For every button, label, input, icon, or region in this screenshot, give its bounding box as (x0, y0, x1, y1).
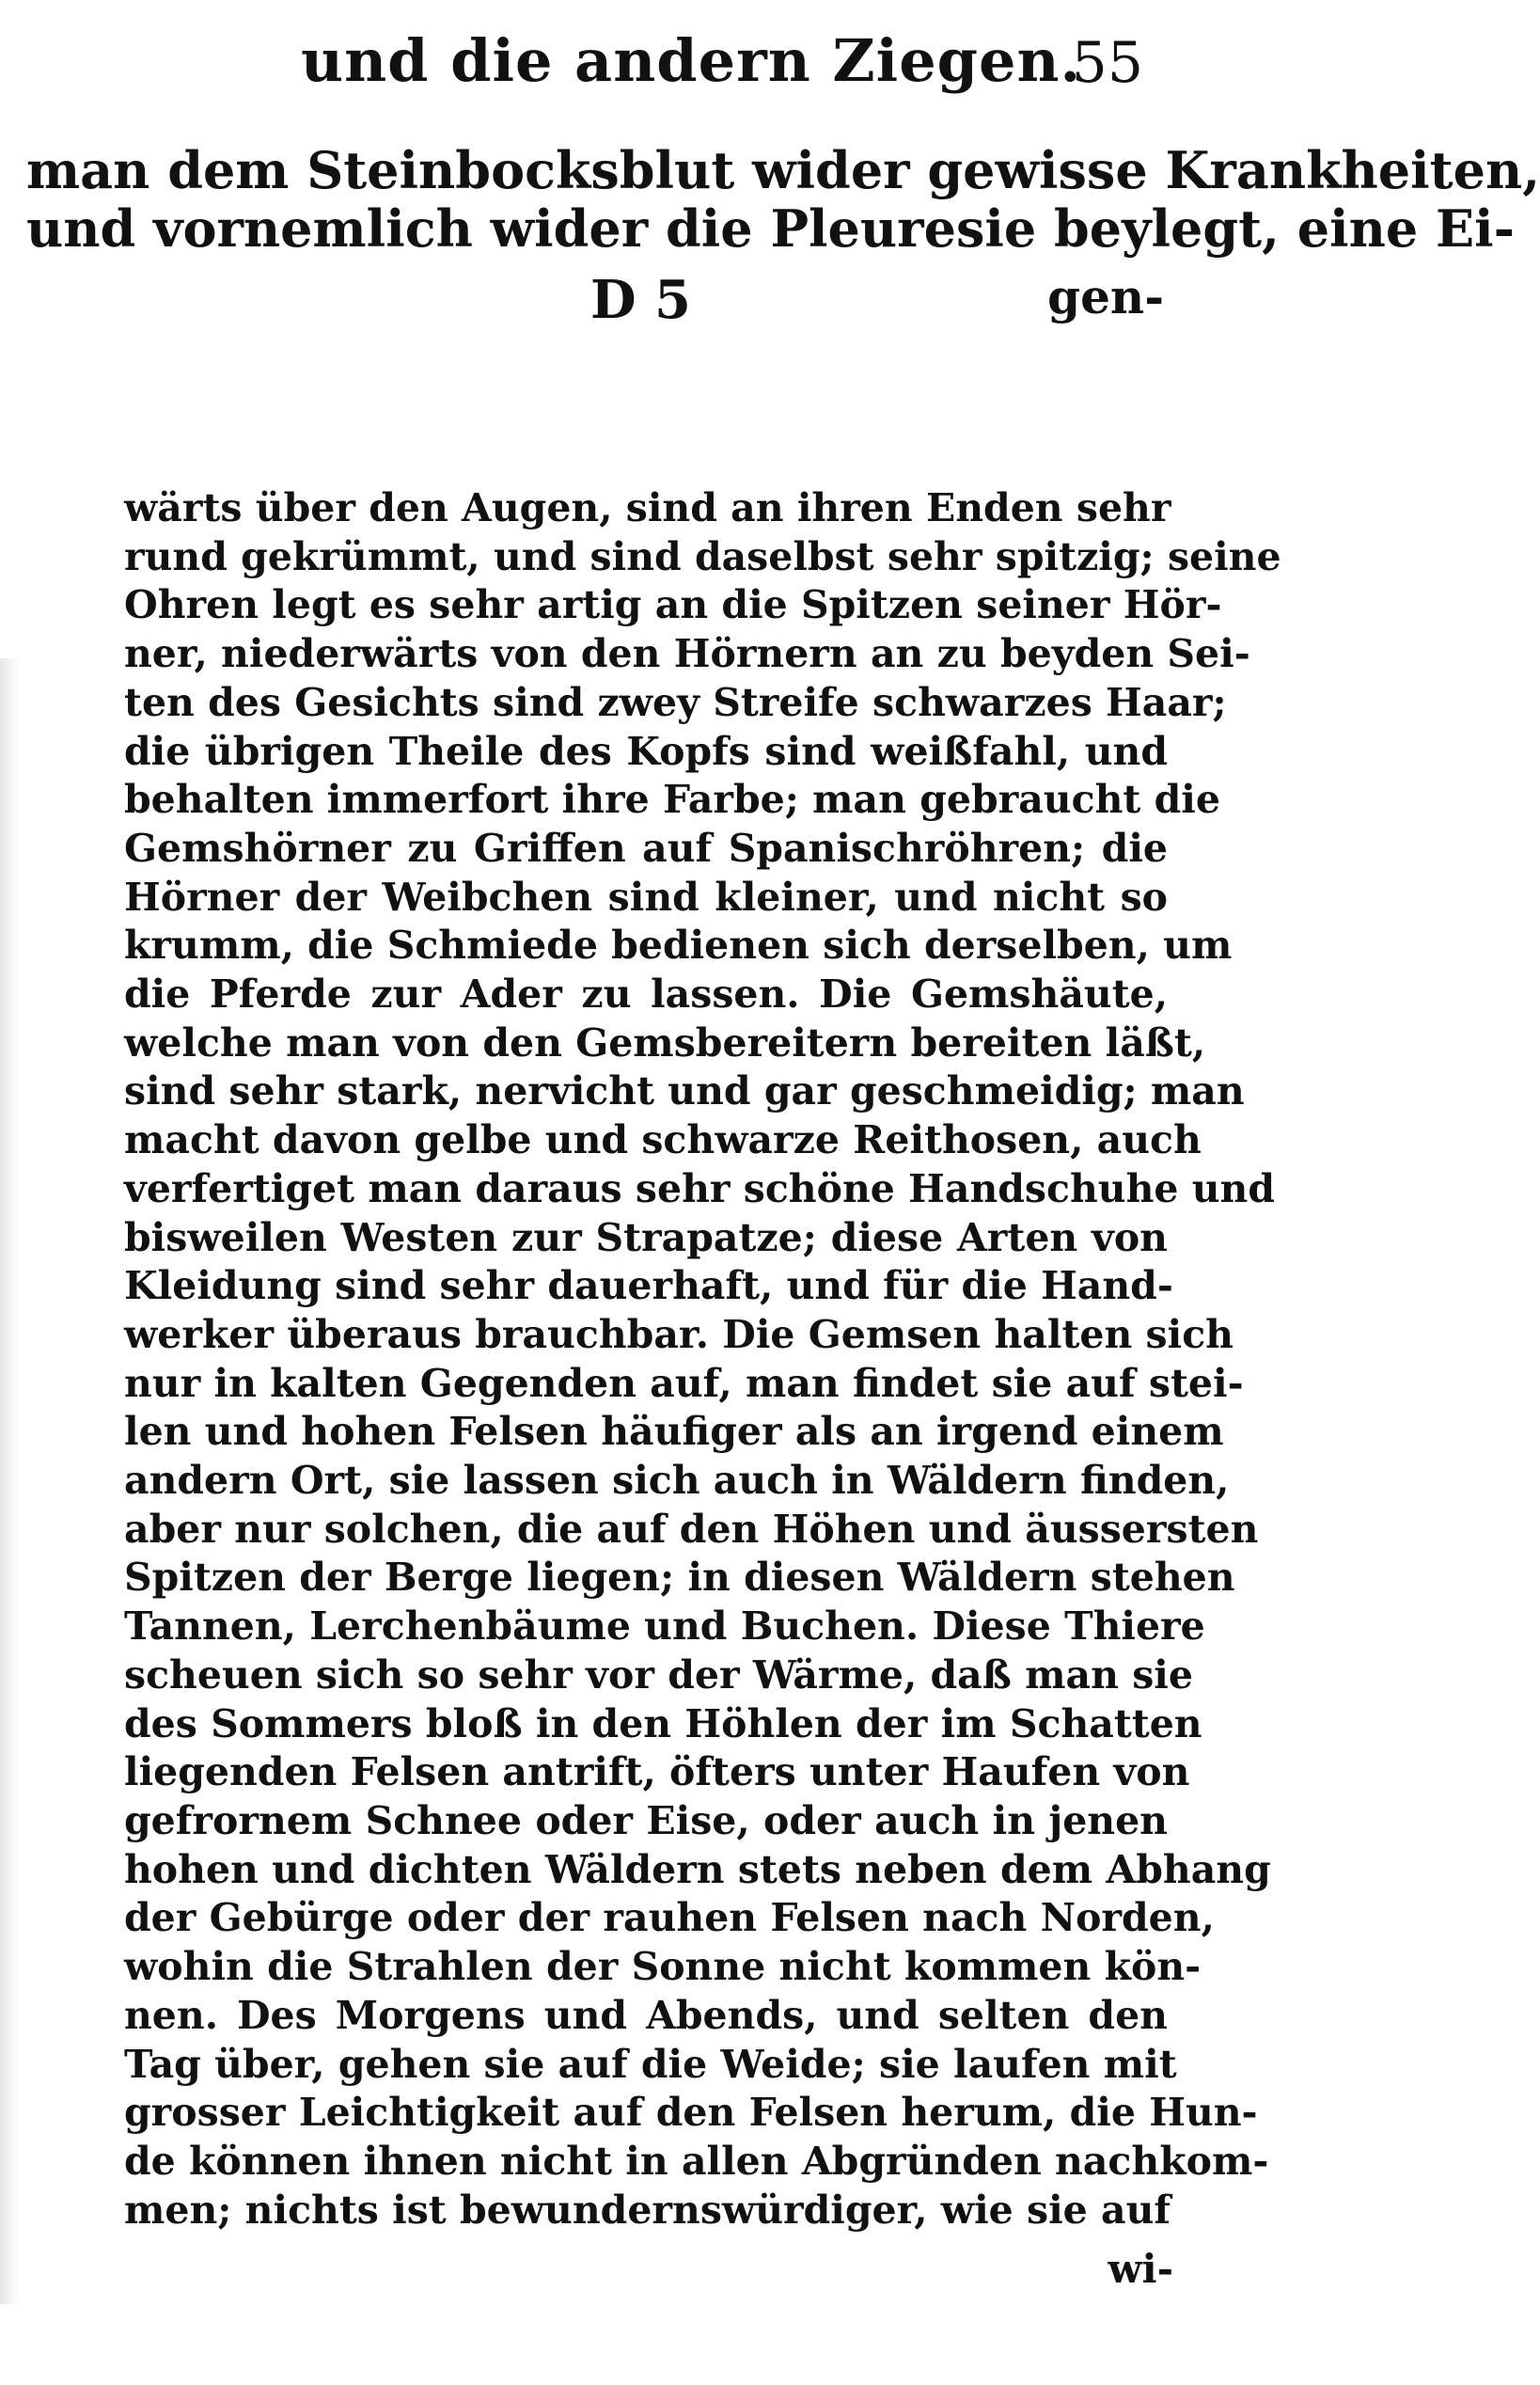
text-line: gefrornem Schnee oder Eise, oder auch in jenen (124, 1797, 1168, 1843)
text-line: de können ihnen nicht in allen Abgründen nachkom- (124, 2138, 1269, 2184)
text-line: Gemshörner zu Griffen auf Spanischröhren; die (124, 825, 1168, 871)
text-line: ten des Gesichts sind zwey Streife schwarzes Haar; (124, 679, 1227, 725)
text-line: men; nichts ist bewundernswürdiger, wie sie auf (124, 2187, 1171, 2233)
text-line: behalten immerfort ihre Farbe; man gebraucht die (124, 777, 1220, 823)
text-line: nur in kalten Gegenden auf, man findet sie auf stei- (124, 1360, 1244, 1406)
text-line: der Gebürge oder der rauhen Felsen nach Norden, (124, 1895, 1215, 1941)
text-line: Tannen, Lerchenbäume und Buchen. Diese Thiere (124, 1603, 1205, 1650)
text-line: macht davon gelbe und schwarze Reithosen, auch (124, 1117, 1202, 1163)
page-header (282, 17, 1162, 120)
catchword-top: gen- (1047, 269, 1164, 324)
text-line: scheuen sich so sehr vor der Wärme, daß man sie (124, 1651, 1193, 1698)
text-line: welche man von den Gemsbereitern bereiten läßt, (124, 1019, 1206, 1066)
page-edge-shadow (0, 658, 21, 2304)
text-line: hohen und dichten Wäldern stets neben dem Abhang (124, 1846, 1271, 1892)
text-line: liegenden Felsen antrift, öfters unter Haufen von (124, 1749, 1190, 1795)
text-line: wohin die Strahlen der Sonne nicht kommen kön- (124, 1944, 1202, 1990)
fragment-line: und vornemlich wider die Pleuresie beylegt, eine Ei- (26, 198, 1516, 259)
text-line: krumm, die Schmiede bedienen sich derselben, um (124, 923, 1233, 969)
text-line: wärts über den Augen, sind an ihren Enden sehr (124, 485, 1171, 530)
text-line: Ohren legt es sehr artig an die Spitzen seiner Hör- (124, 582, 1222, 628)
text-line: Spitzen der Berge liegen; in diesen Wäldern stehen (124, 1555, 1235, 1601)
signature-row (26, 269, 1164, 335)
text-line: ner, niederwärts von den Hörnern an zu beyden Sei- (124, 631, 1250, 677)
text-line: die übrigen Theile des Kopfs sind weißfahl, und (124, 728, 1168, 774)
text-line: die Pferde zur Ader zu lassen. Die Gemshäute, (124, 971, 1168, 1018)
text-line: Kleidung sind sehr dauerhaft, und für die Hand- (124, 1263, 1173, 1309)
text-line: sind sehr stark, nervicht und gar geschmeidig; man (124, 1068, 1245, 1114)
signature-mark: D 5 (590, 269, 692, 331)
text-line: Hörner der Weibchen sind kleiner, und nicht so (124, 874, 1168, 920)
text-line: rund gekrümmt, und sind daselbst sehr spitzig; seine (124, 533, 1281, 579)
text-line: nen. Des Morgens und Abends, und selten den (124, 1992, 1168, 2038)
running-title: und die andern Ziegen. (301, 26, 1082, 95)
text-line: des Sommers bloß in den Höhlen der im Schatten (124, 1700, 1202, 1746)
text-line: werker überaus brauchbar. Die Gemsen halten sich (124, 1311, 1234, 1357)
text-line: grosser Leichtigkeit auf den Felsen herum, die Hun- (124, 2090, 1258, 2136)
page-number: 55 (1071, 30, 1143, 96)
text-line: aber nur solchen, die auf den Höhen und äussersten (124, 1506, 1259, 1552)
body-text (124, 484, 1281, 2235)
fragment-line: man dem Steinbocksblut wider gewisse Krankheiten, (26, 140, 1540, 200)
catchword-bottom: wi- (1108, 2246, 1173, 2292)
text-line: bisweilen Westen zur Strapatze; diese Arten von (124, 1214, 1168, 1260)
text-line: andern Ort, sie lassen sich auch in Wäldern finden, (124, 1458, 1230, 1504)
text-line: Tag über, gehen sie auf die Weide; sie laufen mit (124, 2041, 1177, 2087)
previous-page-fragment (26, 140, 1540, 259)
text-line: len und hohen Felsen häufiger als an irgend einem (124, 1409, 1224, 1455)
text-line: verfertiget man daraus sehr schöne Handschuhe und (124, 1165, 1276, 1211)
